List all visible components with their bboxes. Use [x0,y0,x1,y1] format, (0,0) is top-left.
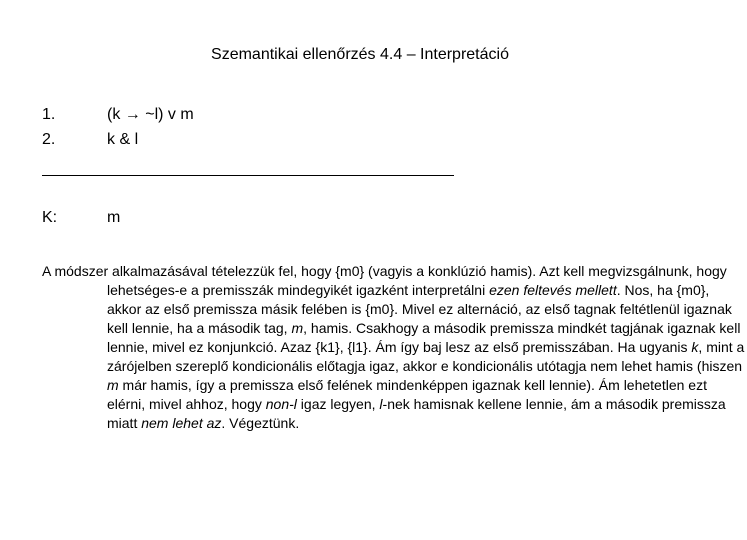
paragraph-segment-italic: k [691,339,699,355]
premise-formula: (k → ~l) v m [107,106,194,123]
conclusion-formula: m [107,209,121,226]
paragraph-segment: -nek hamisnak kellene lennie, ám a második premissza miatt [107,396,726,431]
paragraph-segment-italic: nem lehet az [141,415,222,431]
paragraph-segment: már hamis, így a premissza első felének mindenképpen igaznak kell lennie). Ám lehetetlen ezt elérni, mivel ahhoz, hogy [107,377,707,412]
paragraph-segment: A módszer alkalmazásával tételezzük fel, hogy {m0} (vagyis a konklúzió hamis). Azt kell megvizsgálnunk, hogy lehetséges-e a premisszák mindegyikét igazként interpretálni [42,263,727,298]
explanation-paragraph [42,262,747,433]
paragraph-segment-italic: non-l [265,396,297,412]
premise-number: 2. [42,131,56,148]
paragraph-segment: igaz legyen, [296,396,380,412]
conclusion-label: K: [42,209,58,226]
premise-number: 1. [42,106,56,123]
paragraph-segment-italic: m [291,320,304,336]
paragraph-segment-italic: ezen feltevés mellett [489,282,617,298]
premise-formula: k & l [107,131,139,148]
inference-line [42,175,454,176]
paragraph-segment: . Nos, ha {m0}, akkor az első premissza másik felében is {m0}. Mivel ez alternáció, az első tagnak feltétlenül igaznak kell lennie, ha a második tag, [107,282,732,336]
paragraph-segment-italic: l [379,396,383,412]
slide-title: Szemantikai ellenőrzés 4.4 – Interpretáció [211,46,509,63]
paragraph-segment-italic: m [107,377,119,393]
paragraph-segment: . Végeztünk. [221,415,300,431]
paragraph-segment: , mint a zárójelben szereplő kondicionális előtagja igaz, akkor e kondicionális utótagja nem lehet hamis (hiszen [107,339,745,374]
paragraph-segment: , hamis. Csakhogy a második premissza mindkét tagjának igaznak kell lennie, mivel ez konjunkció. Azaz {k1}, {l1}. Ám így baj lesz az első premisszában. Ha ugyanis [107,320,741,355]
